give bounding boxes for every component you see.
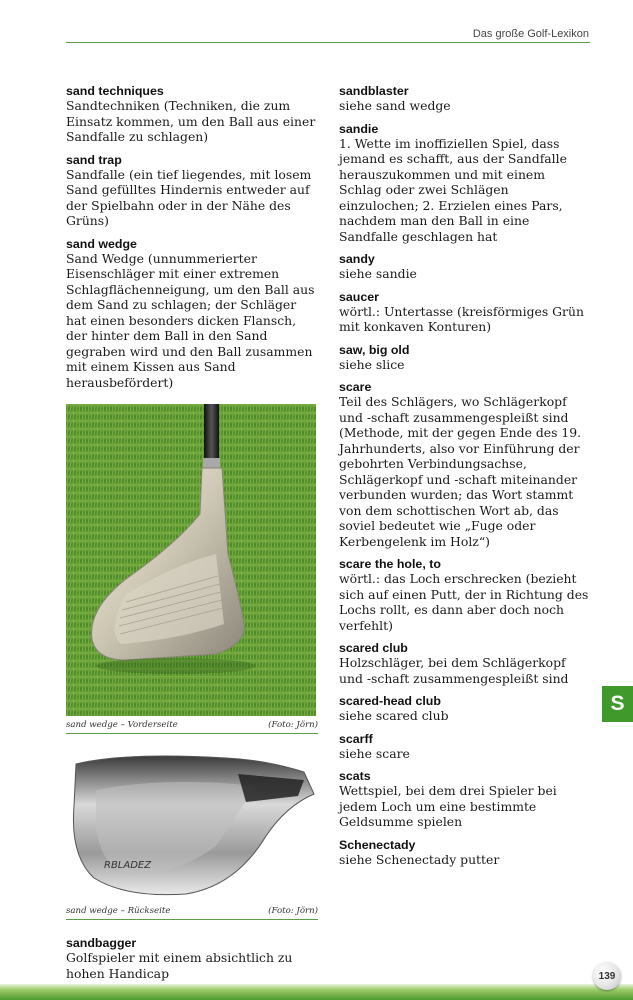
entry-term: sandbagger (66, 936, 137, 950)
right-column (339, 84, 591, 875)
header-rule (66, 42, 590, 43)
photo-credit: (Foto: Jörn) (268, 720, 318, 730)
entry-term: scarff (339, 731, 373, 746)
page-number: 139 (598, 970, 616, 982)
entry-scare (339, 380, 591, 549)
page-number-golf-ball (593, 962, 621, 990)
entry-definition: 1. Wette im inoffiziellen Spiel, dass jemand es schafft, aus der Sandfalle herauszukommen und mit einem Schlag oder zwei Schlägen einzulochen; 2. Erzielen eines Pars, nachdem man den Ball in eine Sandfalle geschlagen hat (339, 135, 567, 244)
entry-definition: siehe scare (339, 745, 410, 761)
entry-schenectady (339, 838, 591, 868)
entry-sandbagger (66, 936, 318, 981)
running-head: Das große Golf-Lexikon (472, 28, 589, 40)
entry-definition: siehe scared club (339, 708, 449, 723)
entry-definition: siehe sandie (339, 266, 417, 281)
entry-sandy (339, 252, 591, 282)
entry-definition: siehe sand wedge (339, 98, 451, 113)
entry-definition: Teil des Schlägers, wo Schlägerkopf und -schaft zusammengespleißt sind (Methode, mit der gegen Ende des 19. Jahrhunderts, also vor Einführung der gebohrten Verbindungsachse, Schlägerkopf und -schaft miteinander verbunden wurden; das Wort stammt von dem schottischen Wort ab, das soviel bedeutet wie „Fuge oder Kerbengelenk im Holz“) (339, 394, 582, 549)
entry-term: scats (339, 769, 371, 783)
entry-term: scare the hole, to (339, 557, 441, 571)
entry-term: saucer (339, 289, 379, 304)
entry-scarff (339, 732, 591, 762)
entry-scared-club (339, 641, 591, 686)
entry-sand-trap (66, 153, 318, 229)
entry-sand-wedge (66, 237, 318, 391)
entry-saw-big-old (339, 343, 591, 373)
entry-term: sandie (339, 121, 379, 136)
entry-definition: siehe Schenectady putter (339, 851, 500, 867)
entry-definition: Sandfalle (ein tief liegendes, mit losem Sand gefülltes Hindernis entweder auf der Spielbahn oder in der Nähe des Grüns) (66, 166, 312, 228)
entry-saucer (339, 290, 591, 335)
figure-caption-front (66, 716, 318, 734)
entry-sandblaster (339, 84, 591, 114)
entry-scare-the-hole (339, 557, 591, 633)
caption-text: sand wedge – Vorderseite (66, 720, 178, 730)
entry-term: sand wedge (66, 236, 137, 251)
club-branding-text: RBLADEZ (104, 860, 152, 871)
sand-wedge-front-illustration (66, 404, 316, 716)
entry-sand-techniques (66, 84, 318, 145)
entry-term: sand trap (66, 152, 122, 167)
entry-definition: Sandtechniken (Techniken, die zum Einsatz kommen, um den Ball aus einer Sandfalle zu schlagen) (66, 98, 316, 144)
photo-sand-wedge-back (66, 746, 316, 902)
entry-definition: siehe slice (339, 356, 405, 372)
entry-term: scared-head club (339, 694, 441, 708)
sand-wedge-back-illustration (66, 746, 316, 902)
photo-credit: (Foto: Jörn) (268, 906, 318, 916)
entry-definition: wörtl.: das Loch erschrecken (bezieht sich auf einen Putt, der in Richtung des Lochs rollt, es dann aber doch noch verfehlt) (339, 571, 589, 633)
entry-term: scare (339, 380, 372, 394)
entry-definition: Holzschläger, bei dem Schlägerkopf und -schaft zusammengespleißt sind (339, 655, 569, 686)
entry-definition: Sand Wedge (unnummerierter Eisenschläger mit einer extremen Schlagflächenneigung, um den Ball aus dem Sand zu schlagen; der Schläger hat einen besonders dicken Flansch, der hinter dem Ball in den Sand gegraben wird und den Ball zusammen mit einem Kissen aus Sand herausbefördert) (66, 250, 315, 390)
entry-scats (339, 769, 591, 830)
thumb-index-tab: S (602, 686, 633, 722)
entry-term: sand techniques (66, 84, 164, 98)
entry-term: sandblaster (339, 84, 409, 98)
entry-term: saw, big old (339, 342, 410, 357)
figure-caption-back (66, 902, 318, 920)
left-column (66, 84, 318, 989)
entry-definition: Wettspiel, bei dem drei Spieler bei jedem Loch um eine bestimmte Geldsumme spielen (339, 783, 557, 829)
entry-sandie (339, 122, 591, 245)
photo-sand-wedge-front (66, 404, 316, 716)
footer-grass-strip (0, 984, 633, 1000)
entry-definition: Golfspieler mit einem absichtlich zu hohen Handicap (66, 950, 293, 981)
entry-term: sandy (339, 252, 375, 266)
entry-scared-head-club (339, 694, 591, 724)
entry-definition: wörtl.: Untertasse (kreisförmiges Grün mit konkaven Konturen) (339, 303, 584, 334)
entry-term: Schenectady (339, 837, 416, 852)
caption-text: sand wedge – Rückseite (66, 906, 171, 916)
entry-term: scared club (339, 641, 408, 655)
